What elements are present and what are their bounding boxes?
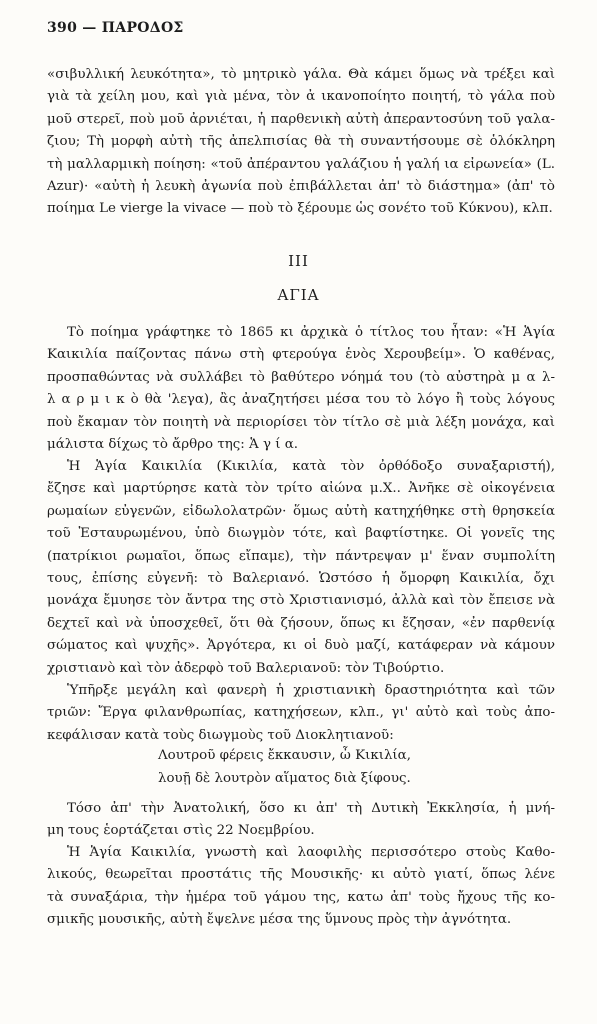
text-line: δεχτεῖ καὶ νὰ ὑποσχεθεῖ, ὅτι θὰ ζήσουν, ὅπως κι ἔζησαν, «ἐν παρθενίᾳ [47, 615, 555, 631]
text-line: τους, ἐπίσης εὐγενῆ: τὸ Βαλεριανό. Ὡστόσο ἡ ὄμορφη Καικιλία, ὄχι [47, 570, 555, 586]
text-line: προσπαθώντας νὰ συλλάβει τὸ βαθύτερο νόημά του (τὸ αὐστηρὰ μ α λ- [47, 369, 555, 385]
text-line: (πατρίκιοι ρωμαῖοι, ὅπως εἴπαμε), τὴν πάντρεψαν μ' ἕναν συμπολίτη [47, 548, 555, 564]
paragraph-feast [47, 798, 555, 843]
text-line: Ἡ Ἁγία Καικιλία (Κικιλία, κατὰ τὸν ὀρθόδοξο συναξαριστή), [67, 459, 555, 474]
text-line: σώματος καὶ ψυχῆς». Ἀργότερα, κι οἱ δυὸ μαζί, κατάφεραν νὰ κάμουν [47, 638, 555, 654]
text-line: μονάχα ἔμυησε τὸν ἄντρα της στὸ Χριστιανισμό, ἀλλὰ καὶ τὸν ἔπεισε νὰ [47, 593, 555, 609]
text-line: τὰ συναξάρια, τὴν ἡμέρα τοῦ γάμου της, κατω ἀπ' τοὺς ἤχους τῆς κο- [47, 889, 555, 905]
text-line: «σιβυλλική λευκότητα», τὸ μητρικὸ γάλα. Θὰ κάμει ὅμως νὰ τρέξει καὶ [47, 67, 555, 82]
text-line: Τὸ ποίημα γράφτηκε τὸ 1865 κι ἀρχικὰ ὁ τίτλος του ἦταν: «Ἡ Ἁγία [67, 325, 555, 340]
text-line: σμικῆς μουσικῆς, αὐτὴ ἔψελνε μέσα της ὕμνους πρὸς τὴν ἀγνότητα. [47, 912, 512, 928]
running-header: 390 — ΠΑΡΟΔΟΣ [47, 20, 184, 36]
text-line: ποίημα Le vierge la vivace — ποὺ τὸ ξέρουμε ὡς σονέτο τοῦ Κύκνου), κλπ. [47, 201, 553, 217]
section-title: ΑΓΙΑ [277, 286, 320, 304]
text-line: Τόσο ἀπ' τὴν Ἀνατολική, ὅσο κι ἀπ' τὴ Δυτικὴ Ἐκκλησία, ἡ μνή- [67, 801, 555, 816]
paragraph-music [47, 842, 555, 932]
paragraph-title-history [47, 322, 555, 456]
text-line: ζιου; Τὴ μορφὴ αὐτὴ τῆς ἀπελπισίας θὰ τὴ συναντήσουμε σὲ ὁλόκληρη [47, 134, 555, 150]
text-line: Καικιλία παίζοντας πάνω στὴ φτερούγα ἑνὸς Χερουβείμ». Ὁ καθένας, [47, 347, 555, 363]
text-line: μάλιστα δίχως τὸ ἄρθρο της: Ἁ γ ί α. [47, 436, 299, 452]
paragraph-biography [47, 456, 555, 680]
text-line: ποὺ ἔκαμαν τὸν ποιητὴ νὰ περιορίσει τὸν τίτλο σὲ μιὰ λέξη μονάχα, καὶ [47, 414, 555, 430]
text-line: τριῶν: Ἔργα φιλανθρωπίας, κατηχήσεων, κλπ., γι' αὐτὸ καὶ τοὺς ἀπο- [47, 705, 555, 721]
text-line: τοῦ Ἐσταυρωμένου, ὑπὸ διωγμὸν τότε, καὶ βαφτίστηκε. Οἱ γονεῖς της [47, 526, 555, 542]
verse-line: λουῇ δὲ λουτρὸν αἵματος διὰ ξίφους. [158, 771, 411, 786]
text-line: χριστιανὸ καὶ τὸν ἀδερφὸ τοῦ Βαλεριανοῦ: τὸν Τιβούρτιο. [47, 660, 445, 676]
text-line: Ἡ Ἁγία Καικιλία, γνωστὴ καὶ λαοφιλὴς περισσότερο στοὺς Καθο- [67, 845, 555, 860]
text-line: Ὑπῆρξε μεγάλη καὶ φανερὴ ἡ χριστιανικὴ δραστηριότητα καὶ τῶν [67, 683, 555, 698]
section-number: III [288, 252, 309, 270]
text-line: ρωμαίων εὐγενῶν, εἰδωλολατρῶν· ὅμως αὐτὴ κατηχήθηκε στὴ θρησκεία [47, 503, 555, 519]
verse-line: Λουτροῦ φέρεις ἔκκαυσιν, ὦ Κικιλία, [158, 748, 411, 763]
text-line: μη τους ἑορτάζεται στὶς 22 Νοεμβρίου. [47, 823, 315, 839]
paragraph-activity [47, 680, 555, 747]
text-line: μοῦ στερεῖ, ποὺ μοῦ ἀρνιέται, ἡ παρθενικὴ αὐτὴ ἀπεραντοσύνη τοῦ γαλα- [47, 111, 555, 127]
text-line: γιὰ τὰ χείλη μου, καὶ γιὰ μένα, τὸν ἀ ικανοποίητο ποιητή, τὸ γάλα ποὺ [47, 89, 555, 105]
text-line: λ α ρ μ ι κ ὸ θὰ 'λεγα), ἂς ἀναζητήσει μέσα του τὸ λόγο ἢ τοὺς λόγους [47, 392, 555, 408]
text-line: λικούς, θεωρεῖται προστάτις τῆς Μουσικῆς· κι αὐτὸ γιατί, ὅπως λένε [47, 867, 555, 883]
text-line: ἔζησε καὶ μαρτύρησε κατὰ τὸν τρίτο αἰώνα μ.Χ.. Ἀνῆκε σὲ οἰκογένεια [47, 481, 555, 497]
text-line: τὴ μαλλαρμικὴ ποίηση: «τοῦ ἀπέραντου γαλάζιου ἡ γαλή ια εἰρωνεία» (L. [47, 156, 555, 172]
text-line: Azur)· «αὐτὴ ἡ λευκὴ ἀγωνία ποὺ ἐπιβάλλεται ἀπ' τὸ διάστημα» (ἀπ' τὸ [47, 178, 555, 194]
paragraph-milk [47, 64, 555, 221]
text-line: κεφάλισαν κατὰ τοὺς διωγμοὺς τοῦ Διοκλητιανοῦ: [47, 727, 394, 743]
verse-quote [158, 744, 498, 790]
